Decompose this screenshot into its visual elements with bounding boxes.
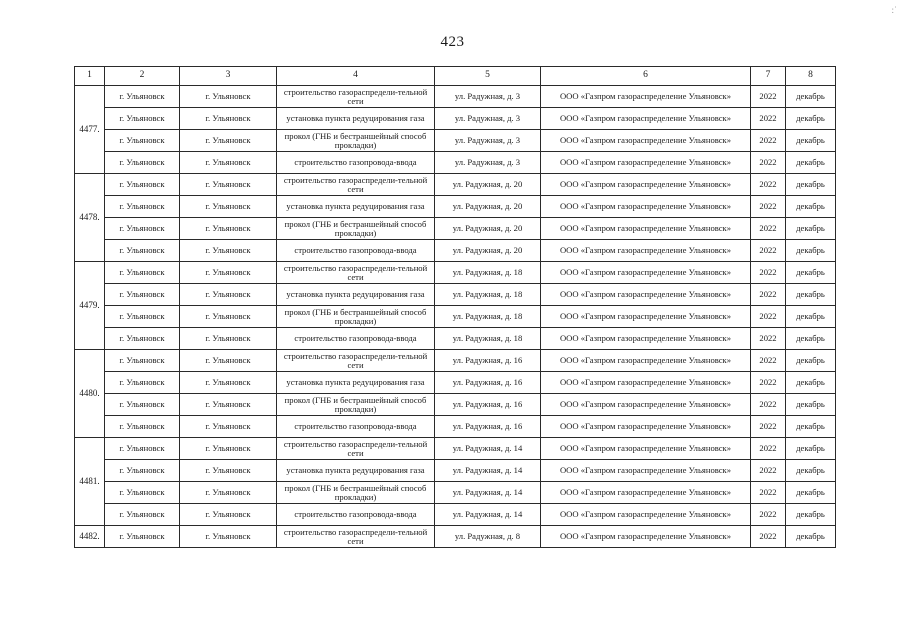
settlement-cell: г. Ульяновск (105, 152, 180, 174)
organization-cell: ООО «Газпром газораспределение Ульяновск» (541, 372, 751, 394)
settlement-cell: г. Ульяновск (105, 526, 180, 548)
column-header: 7 (751, 67, 786, 86)
item-number-cell: 4479. (75, 262, 105, 350)
organization-cell: ООО «Газпром газораспределение Ульяновск» (541, 460, 751, 482)
year-cell: 2022 (751, 108, 786, 130)
table-row (75, 504, 836, 526)
table-row (75, 262, 836, 284)
item-number-cell: 4482. (75, 526, 105, 548)
month-cell: декабрь (786, 482, 836, 504)
settlement-cell: г. Ульяновск (105, 86, 180, 108)
organization-cell: ООО «Газпром газораспределение Ульяновск» (541, 196, 751, 218)
item-number-cell: 4477. (75, 86, 105, 174)
organization-cell: ООО «Газпром газораспределение Ульяновск» (541, 328, 751, 350)
settlement-cell: г. Ульяновск (105, 328, 180, 350)
year-cell: 2022 (751, 218, 786, 240)
organization-cell: ООО «Газпром газораспределение Ульяновск» (541, 152, 751, 174)
address-cell: ул. Радужная, д. 3 (435, 86, 541, 108)
organization-cell: ООО «Газпром газораспределение Ульяновск» (541, 108, 751, 130)
work-type-cell: строительство газораспредели-тельной сети (277, 438, 435, 460)
address-cell: ул. Радужная, д. 18 (435, 328, 541, 350)
address-cell: ул. Радужная, д. 20 (435, 196, 541, 218)
work-type-cell: прокол (ГНБ и бестраншейный способ прокладки) (277, 394, 435, 416)
year-cell: 2022 (751, 174, 786, 196)
month-cell: декабрь (786, 350, 836, 372)
month-cell: декабрь (786, 152, 836, 174)
organization-cell: ООО «Газпром газораспределение Ульяновск» (541, 416, 751, 438)
municipality-cell: г. Ульяновск (180, 152, 277, 174)
table-row (75, 372, 836, 394)
settlement-cell: г. Ульяновск (105, 350, 180, 372)
organization-cell: ООО «Газпром газораспределение Ульяновск» (541, 350, 751, 372)
work-type-cell: строительство газопровода-ввода (277, 416, 435, 438)
address-cell: ул. Радужная, д. 14 (435, 482, 541, 504)
municipality-cell: г. Ульяновск (180, 438, 277, 460)
month-cell: декабрь (786, 86, 836, 108)
year-cell: 2022 (751, 152, 786, 174)
work-type-cell: установка пункта редуцирования газа (277, 108, 435, 130)
organization-cell: ООО «Газпром газораспределение Ульяновск» (541, 262, 751, 284)
year-cell: 2022 (751, 394, 786, 416)
work-type-cell: установка пункта редуцирования газа (277, 196, 435, 218)
table-row (75, 108, 836, 130)
year-cell: 2022 (751, 504, 786, 526)
month-cell: декабрь (786, 416, 836, 438)
table-row (75, 350, 836, 372)
organization-cell: ООО «Газпром газораспределение Ульяновск» (541, 240, 751, 262)
column-header: 5 (435, 67, 541, 86)
table-row (75, 526, 836, 548)
year-cell: 2022 (751, 482, 786, 504)
settlement-cell: г. Ульяновск (105, 218, 180, 240)
settlement-cell: г. Ульяновск (105, 240, 180, 262)
settlement-cell: г. Ульяновск (105, 416, 180, 438)
address-cell: ул. Радужная, д. 18 (435, 306, 541, 328)
table-row (75, 438, 836, 460)
address-cell: ул. Радужная, д. 3 (435, 130, 541, 152)
settlement-cell: г. Ульяновск (105, 372, 180, 394)
document-table (74, 66, 836, 548)
scan-corner-marks: :˙ (891, 5, 897, 15)
month-cell: декабрь (786, 460, 836, 482)
municipality-cell: г. Ульяновск (180, 262, 277, 284)
table-row (75, 86, 836, 108)
settlement-cell: г. Ульяновск (105, 130, 180, 152)
work-type-cell: установка пункта редуцирования газа (277, 460, 435, 482)
table-row (75, 130, 836, 152)
table-row (75, 306, 836, 328)
table-row (75, 196, 836, 218)
settlement-cell: г. Ульяновск (105, 482, 180, 504)
municipality-cell: г. Ульяновск (180, 284, 277, 306)
municipality-cell: г. Ульяновск (180, 240, 277, 262)
table-row (75, 240, 836, 262)
year-cell: 2022 (751, 196, 786, 218)
column-header: 8 (786, 67, 836, 86)
month-cell: декабрь (786, 130, 836, 152)
item-number-cell: 4480. (75, 350, 105, 438)
table-row (75, 460, 836, 482)
year-cell: 2022 (751, 350, 786, 372)
month-cell: декабрь (786, 240, 836, 262)
month-cell: декабрь (786, 394, 836, 416)
address-cell: ул. Радужная, д. 16 (435, 416, 541, 438)
settlement-cell: г. Ульяновск (105, 394, 180, 416)
work-type-cell: строительство газопровода-ввода (277, 504, 435, 526)
year-cell: 2022 (751, 372, 786, 394)
month-cell: декабрь (786, 328, 836, 350)
year-cell: 2022 (751, 526, 786, 548)
month-cell: декабрь (786, 526, 836, 548)
settlement-cell: г. Ульяновск (105, 504, 180, 526)
address-cell: ул. Радужная, д. 16 (435, 394, 541, 416)
work-type-cell: строительство газораспредели-тельной сети (277, 86, 435, 108)
organization-cell: ООО «Газпром газораспределение Ульяновск» (541, 174, 751, 196)
year-cell: 2022 (751, 262, 786, 284)
item-number-cell: 4478. (75, 174, 105, 262)
address-cell: ул. Радужная, д. 20 (435, 218, 541, 240)
municipality-cell: г. Ульяновск (180, 108, 277, 130)
month-cell: декабрь (786, 108, 836, 130)
address-cell: ул. Радужная, д. 16 (435, 350, 541, 372)
municipality-cell: г. Ульяновск (180, 174, 277, 196)
settlement-cell: г. Ульяновск (105, 174, 180, 196)
month-cell: декабрь (786, 306, 836, 328)
municipality-cell: г. Ульяновск (180, 130, 277, 152)
municipality-cell: г. Ульяновск (180, 218, 277, 240)
work-type-cell: строительство газопровода-ввода (277, 152, 435, 174)
table-row (75, 416, 836, 438)
work-type-cell: прокол (ГНБ и бестраншейный способ прокладки) (277, 306, 435, 328)
organization-cell: ООО «Газпром газораспределение Ульяновск» (541, 482, 751, 504)
address-cell: ул. Радужная, д. 14 (435, 504, 541, 526)
work-type-cell: строительство газопровода-ввода (277, 328, 435, 350)
address-cell: ул. Радужная, д. 14 (435, 438, 541, 460)
table-header-row (75, 67, 836, 86)
month-cell: декабрь (786, 504, 836, 526)
work-type-cell: прокол (ГНБ и бестраншейный способ прокладки) (277, 482, 435, 504)
column-header: 2 (105, 67, 180, 86)
municipality-cell: г. Ульяновск (180, 460, 277, 482)
organization-cell: ООО «Газпром газораспределение Ульяновск» (541, 306, 751, 328)
month-cell: декабрь (786, 262, 836, 284)
address-cell: ул. Радужная, д. 16 (435, 372, 541, 394)
work-type-cell: строительство газораспредели-тельной сети (277, 350, 435, 372)
settlement-cell: г. Ульяновск (105, 108, 180, 130)
municipality-cell: г. Ульяновск (180, 86, 277, 108)
address-cell: ул. Радужная, д. 3 (435, 152, 541, 174)
table-row (75, 284, 836, 306)
address-cell: ул. Радужная, д. 18 (435, 262, 541, 284)
work-type-cell: строительство газораспредели-тельной сети (277, 262, 435, 284)
organization-cell: ООО «Газпром газораспределение Ульяновск» (541, 438, 751, 460)
column-header: 3 (180, 67, 277, 86)
municipality-cell: г. Ульяновск (180, 372, 277, 394)
municipality-cell: г. Ульяновск (180, 306, 277, 328)
month-cell: декабрь (786, 196, 836, 218)
year-cell: 2022 (751, 328, 786, 350)
table-row (75, 394, 836, 416)
municipality-cell: г. Ульяновск (180, 416, 277, 438)
organization-cell: ООО «Газпром газораспределение Ульяновск» (541, 394, 751, 416)
year-cell: 2022 (751, 130, 786, 152)
year-cell: 2022 (751, 86, 786, 108)
month-cell: декабрь (786, 284, 836, 306)
settlement-cell: г. Ульяновск (105, 460, 180, 482)
work-type-cell: прокол (ГНБ и бестраншейный способ прокладки) (277, 130, 435, 152)
settlement-cell: г. Ульяновск (105, 284, 180, 306)
work-type-cell: строительство газораспредели-тельной сети (277, 526, 435, 548)
organization-cell: ООО «Газпром газораспределение Ульяновск» (541, 218, 751, 240)
table-row (75, 328, 836, 350)
municipality-cell: г. Ульяновск (180, 482, 277, 504)
year-cell: 2022 (751, 416, 786, 438)
municipality-cell: г. Ульяновск (180, 394, 277, 416)
year-cell: 2022 (751, 240, 786, 262)
settlement-cell: г. Ульяновск (105, 438, 180, 460)
year-cell: 2022 (751, 438, 786, 460)
municipality-cell: г. Ульяновск (180, 526, 277, 548)
work-type-cell: установка пункта редуцирования газа (277, 284, 435, 306)
month-cell: декабрь (786, 372, 836, 394)
municipality-cell: г. Ульяновск (180, 328, 277, 350)
municipality-cell: г. Ульяновск (180, 504, 277, 526)
column-header: 4 (277, 67, 435, 86)
page-number: 423 (440, 34, 465, 50)
address-cell: ул. Радужная, д. 8 (435, 526, 541, 548)
address-cell: ул. Радужная, д. 14 (435, 460, 541, 482)
work-type-cell: установка пункта редуцирования газа (277, 372, 435, 394)
organization-cell: ООО «Газпром газораспределение Ульяновск» (541, 504, 751, 526)
organization-cell: ООО «Газпром газораспределение Ульяновск» (541, 284, 751, 306)
table-row (75, 482, 836, 504)
settlement-cell: г. Ульяновск (105, 196, 180, 218)
address-cell: ул. Радужная, д. 3 (435, 108, 541, 130)
column-header: 6 (541, 67, 751, 86)
table-row (75, 174, 836, 196)
address-cell: ул. Радужная, д. 18 (435, 284, 541, 306)
address-cell: ул. Радужная, д. 20 (435, 174, 541, 196)
organization-cell: ООО «Газпром газораспределение Ульяновск» (541, 526, 751, 548)
organization-cell: ООО «Газпром газораспределение Ульяновск» (541, 130, 751, 152)
table-row (75, 152, 836, 174)
organization-cell: ООО «Газпром газораспределение Ульяновск» (541, 86, 751, 108)
work-type-cell: строительство газораспредели-тельной сети (277, 174, 435, 196)
municipality-cell: г. Ульяновск (180, 196, 277, 218)
month-cell: декабрь (786, 218, 836, 240)
settlement-cell: г. Ульяновск (105, 306, 180, 328)
year-cell: 2022 (751, 306, 786, 328)
month-cell: декабрь (786, 174, 836, 196)
address-cell: ул. Радужная, д. 20 (435, 240, 541, 262)
work-type-cell: прокол (ГНБ и бестраншейный способ прокладки) (277, 218, 435, 240)
column-header: 1 (75, 67, 105, 86)
year-cell: 2022 (751, 284, 786, 306)
settlement-cell: г. Ульяновск (105, 262, 180, 284)
table-body (75, 86, 836, 548)
table-row (75, 218, 836, 240)
item-number-cell: 4481. (75, 438, 105, 526)
month-cell: декабрь (786, 438, 836, 460)
year-cell: 2022 (751, 460, 786, 482)
work-type-cell: строительство газопровода-ввода (277, 240, 435, 262)
municipality-cell: г. Ульяновск (180, 350, 277, 372)
